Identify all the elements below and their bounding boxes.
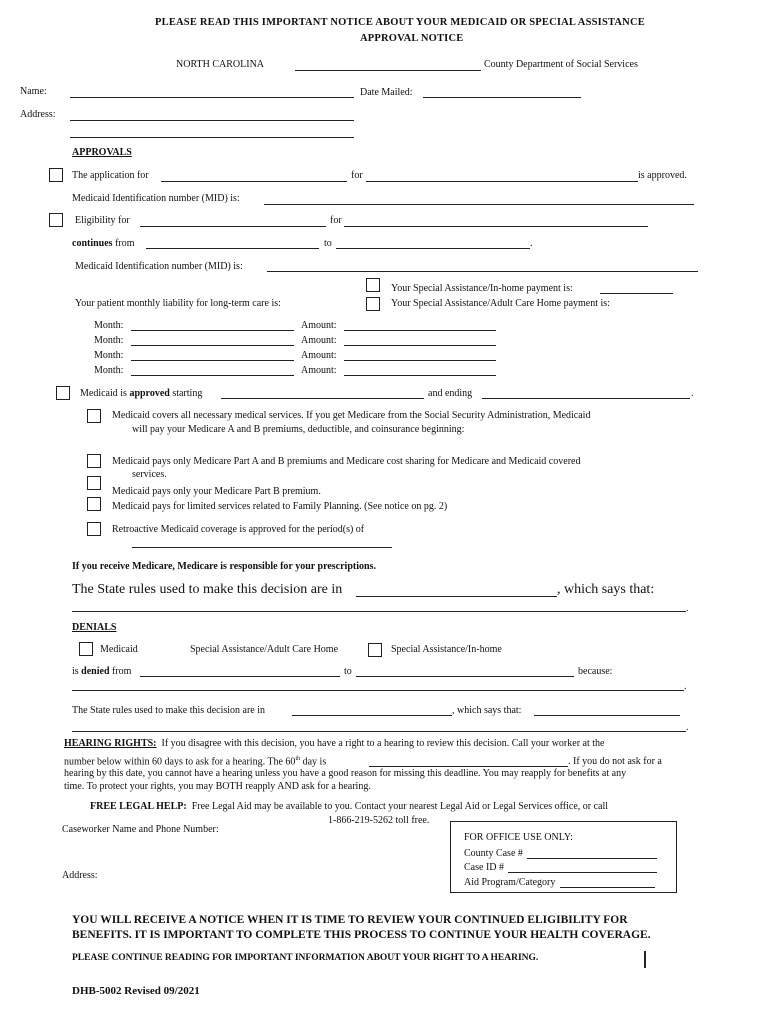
sa-inhome-payment-label: Your Special Assistance/In-home payment is: — [391, 283, 573, 294]
is-approved-label: is approved. — [638, 170, 687, 181]
part-b-checkbox[interactable] — [87, 476, 101, 490]
continue-reading-note: PLEASE CONTINUE READING FOR IMPORTANT INFORMATION ABOUT YOUR RIGHT TO A HEARING. — [72, 953, 539, 963]
state-rules-big-text-b: , which says that: — [557, 582, 655, 597]
denied-to-field[interactable] — [356, 676, 574, 677]
legal-help-line — [90, 801, 608, 812]
date-mailed-field[interactable] — [423, 97, 581, 98]
mid-field-2[interactable] — [267, 271, 698, 272]
eligibility-person-field[interactable] — [344, 226, 648, 227]
retroactive-checkbox[interactable] — [87, 522, 101, 536]
amount-field-1[interactable] — [344, 330, 496, 331]
amount-field-2[interactable] — [344, 345, 496, 346]
state-rules-big-field[interactable] — [356, 596, 557, 597]
medicare-note: If you receive Medicare, Medicare is responsible for your prescriptions. — [72, 561, 376, 572]
sa-adult-care-payment-checkbox[interactable] — [366, 297, 380, 311]
application-person-field[interactable] — [366, 181, 638, 182]
medicaid-end-period: . — [691, 388, 694, 399]
all-services-checkbox[interactable] — [87, 409, 101, 423]
aid-program-label: Aid Program/Category — [464, 877, 556, 888]
part-ab-checkbox[interactable] — [87, 454, 101, 468]
continues-line — [72, 238, 135, 249]
hearing-text-1: If you disagree with this decision, you have a right to a hearing to review this decision. Call your worker at the — [161, 738, 605, 749]
denial-says-field-2[interactable] — [72, 731, 686, 732]
hearing-text-2a: number below within 60 days to ask for a hearing. The 60 — [64, 756, 296, 768]
denied-from-word: from — [112, 666, 132, 677]
denial-says-field-1[interactable] — [534, 715, 680, 716]
application-for-connector: for — [351, 170, 363, 181]
denial-medicaid-checkbox[interactable] — [79, 642, 93, 656]
form-id: DHB-5002 Revised 09/2021 — [72, 985, 200, 997]
part-ab-text-1: Medicaid pays only Medicare Part A and B premiums and Medicare cost sharing for Medicare and Medicaid covered — [112, 456, 581, 467]
office-use-title: FOR OFFICE USE ONLY: — [464, 832, 573, 843]
case-id-field[interactable] — [508, 872, 657, 873]
part-b-text: Medicaid pays only your Medicare Part B premium. — [112, 486, 321, 497]
state-rules-big-period: . — [686, 603, 689, 614]
retroactive-text: Retroactive Medicaid coverage is approved for the period(s) of — [112, 524, 365, 535]
sa-adult-care-payment-label: Your Special Assistance/Adult Care Home payment is: — [391, 298, 610, 309]
continues-to-field[interactable] — [336, 248, 530, 249]
denial-state-rules-text-b: , which says that: — [452, 705, 522, 716]
approved-word: approved — [129, 388, 170, 399]
denied-word: denied — [81, 666, 110, 677]
address-label: Address: — [20, 109, 56, 120]
family-planning-text: Medicaid pays for limited services related to Family Planning. (See notice on pg. 2) — [112, 501, 448, 512]
amount-field-3[interactable] — [344, 360, 496, 361]
medicaid-approved-checkbox[interactable] — [56, 386, 70, 400]
all-services-text-1: Medicaid covers all necessary medical services. If you get Medicare from the Social Security Administration, Medicaid — [112, 410, 591, 421]
month-label-2: Month: — [94, 335, 124, 346]
continues-from-field[interactable] — [146, 248, 319, 249]
because-period: . — [684, 681, 687, 692]
review-notice-line-1: YOU WILL RECEIVE A NOTICE WHEN IT IS TIME TO REVIEW YOUR CONTINUED ELIGIBILITY FOR — [72, 914, 628, 926]
month-label-4: Month: — [94, 365, 124, 376]
month-label-3: Month: — [94, 350, 124, 361]
denial-sa-adult-care-label: Special Assistance/Adult Care Home — [190, 644, 339, 655]
hearing-line-1 — [64, 738, 604, 749]
because-reason-field[interactable] — [72, 690, 684, 691]
eligibility-continues-checkbox[interactable] — [49, 213, 63, 227]
county-case-label: County Case # — [464, 848, 523, 859]
county-case-field[interactable] — [527, 858, 657, 859]
eligibility-for-label: Eligibility for — [75, 215, 130, 226]
continues-period: . — [530, 238, 533, 249]
address-field-line2[interactable] — [70, 137, 354, 138]
hearing-text-2c: . If you do not ask for a — [568, 756, 662, 767]
hearing-text-4: time. To protect your rights, you may BOTH reapply AND ask for a hearing. — [64, 781, 371, 792]
denials-heading: DENIALS — [72, 622, 117, 633]
notice-title-line1: PLEASE READ THIS IMPORTANT NOTICE ABOUT YOUR MEDICAID OR SPECIAL ASSISTANCE — [155, 17, 645, 28]
review-notice-line-2: BENEFITS. IT IS IMPORTANT TO COMPLETE THIS PROCESS TO CONTINUE YOUR HEALTH COVERAGE. — [72, 929, 651, 941]
date-mailed-label: Date Mailed: — [360, 87, 413, 98]
all-services-text-2: will pay your Medicare A and B premiums, deductible, and coinsurance beginning: — [132, 424, 465, 435]
mid-label-2: Medicaid Identification number (MID) is: — [75, 261, 243, 272]
amount-label-1: Amount: — [301, 320, 337, 331]
caseworker-address-label: Address: — [62, 870, 98, 881]
amount-label-2: Amount: — [301, 335, 337, 346]
retroactive-period-field[interactable] — [132, 547, 392, 548]
address-field-line1[interactable] — [70, 120, 354, 121]
month-label-1: Month: — [94, 320, 124, 331]
amount-label-4: Amount: — [301, 365, 337, 376]
footer-divider-bar — [644, 951, 646, 968]
part-ab-text-2: services. — [132, 469, 167, 480]
denial-state-rules-text-a: The State rules used to make this decision are in — [72, 705, 266, 716]
state-rules-big-says-field[interactable] — [72, 611, 686, 612]
caseworker-name-phone-label: Caseworker Name and Phone Number: — [62, 824, 219, 835]
sa-inhome-payment-field[interactable] — [600, 293, 673, 294]
starting-word: starting — [172, 388, 203, 399]
amount-label-3: Amount: — [301, 350, 337, 361]
denial-medicaid-label: Medicaid — [100, 644, 138, 655]
state-rules-big-text-a: The State rules used to make this decision are in — [72, 582, 343, 597]
eligibility-for-connector: for — [330, 215, 342, 226]
patient-liability-label: Your patient monthly liability for long-term care is: — [75, 298, 281, 309]
name-label: Name: — [20, 86, 47, 97]
hearing-text-2b: day is — [302, 756, 327, 768]
sa-inhome-payment-checkbox[interactable] — [366, 278, 380, 292]
state-label: NORTH CAROLINA — [176, 59, 265, 70]
month-field-4[interactable] — [131, 375, 294, 376]
county-dept-label: County Department of Social Services — [484, 59, 638, 70]
month-field-2[interactable] — [131, 345, 294, 346]
month-field-1[interactable] — [131, 330, 294, 331]
approvals-heading: APPROVALS — [72, 147, 132, 158]
eligibility-program-field[interactable] — [140, 226, 326, 227]
hearing-rights-label: HEARING RIGHTS: — [64, 738, 157, 749]
continues-word: continues — [72, 238, 113, 249]
case-id-label: Case ID # — [464, 862, 504, 873]
mid-field[interactable] — [264, 204, 694, 205]
hearing-line-2 — [64, 756, 326, 767]
denial-state-rules-field[interactable] — [292, 715, 452, 716]
notice-title-line2: APPROVAL NOTICE — [360, 33, 464, 44]
application-for-label: The application for — [72, 170, 149, 181]
amount-field-4[interactable] — [344, 375, 496, 376]
medicaid-start-field[interactable] — [221, 398, 424, 399]
because-label: because: — [578, 666, 613, 677]
month-field-3[interactable] — [131, 360, 294, 361]
continues-from-word: from — [115, 238, 135, 249]
application-program-field[interactable] — [161, 181, 347, 182]
and-ending-label: and ending — [428, 388, 473, 399]
denied-from-field[interactable] — [140, 676, 340, 677]
denial-sa-inhome-label: Special Assistance/In-home — [391, 644, 502, 655]
denial-says-period: . — [686, 722, 689, 733]
legal-help-phone: 1-866-219-5262 toll free. — [328, 815, 430, 826]
hearing-deadline-field[interactable] — [369, 766, 568, 767]
application-approved-checkbox[interactable] — [49, 168, 63, 182]
denied-is-word: is — [72, 666, 79, 677]
denied-to-word: to — [344, 666, 352, 677]
denied-line — [72, 666, 131, 677]
hearing-text-3: hearing by this date, you cannot have a hearing unless you have a good reason for missing this deadline. You may reapply for benefits at any — [64, 768, 627, 779]
continues-to-word: to — [324, 238, 332, 249]
medicaid-is-text: Medicaid is — [80, 388, 127, 399]
family-planning-checkbox[interactable] — [87, 497, 101, 511]
hearing-sup: th — [295, 756, 301, 762]
county-field[interactable] — [295, 70, 481, 71]
name-field[interactable] — [70, 97, 354, 98]
legal-help-text: Free Legal Aid may be available to you. Contact your nearest Legal Aid or Legal Services office, or call — [191, 801, 609, 812]
aid-program-field[interactable] — [560, 887, 655, 888]
denial-sa-inhome-checkbox[interactable] — [368, 643, 382, 657]
mid-label: Medicaid Identification number (MID) is: — [72, 193, 240, 204]
legal-help-label: FREE LEGAL HELP: — [90, 801, 187, 812]
medicaid-approved-line — [80, 388, 202, 399]
medicaid-end-field[interactable] — [482, 398, 690, 399]
